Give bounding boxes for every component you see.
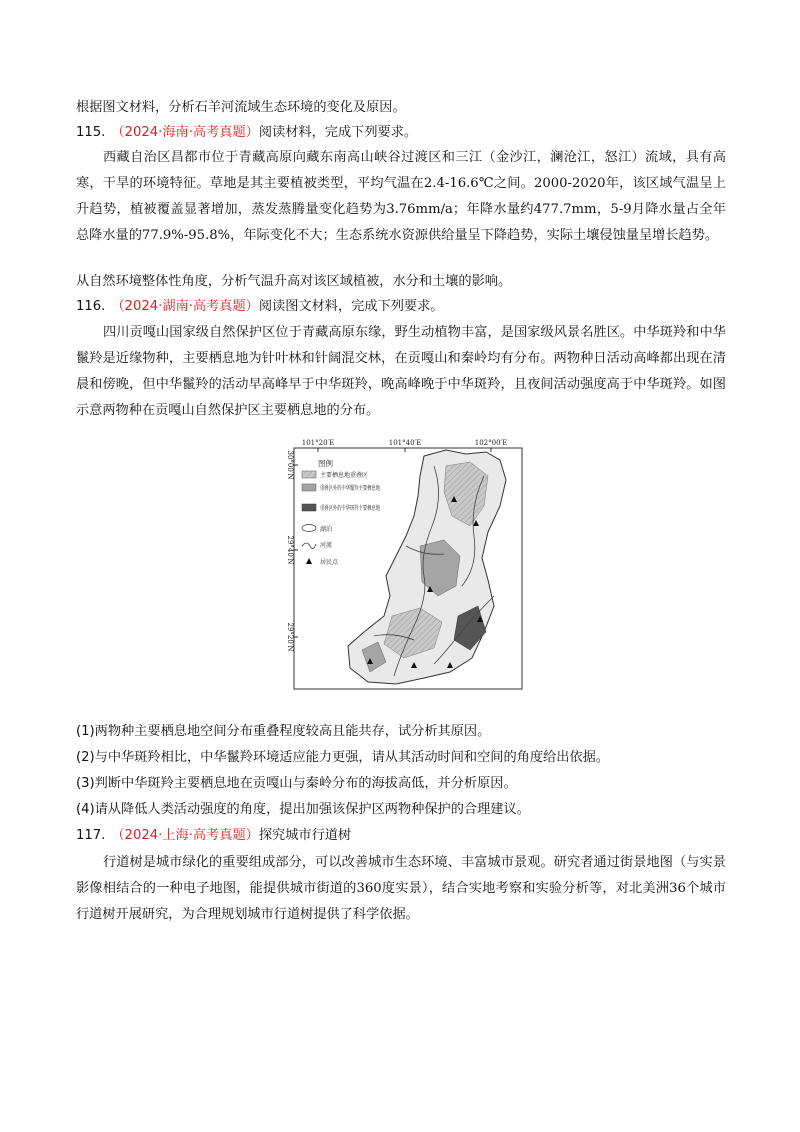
q117-number: 117.	[76, 828, 106, 843]
lat-label-3: 29°20′N	[286, 622, 294, 652]
q116-instruction: 阅读图文材料，完成下列要求。	[258, 299, 444, 314]
lat-label-1: 30°00′N	[286, 450, 294, 480]
lat-label-2: 29°40′N	[286, 535, 294, 565]
legend-title: 图例	[318, 459, 333, 468]
q116-source: （2024·湖南·高考真题）	[111, 299, 259, 314]
q115-header	[76, 124, 417, 142]
q115-source: （2024·海南·高考真题）	[111, 125, 259, 140]
lon-label-3: 102°00′E	[474, 439, 508, 447]
q115-passage-text: 西藏自治区昌都市位于青藏高原向藏东南高山峡谷过渡区和三江（金沙江，澜沧江，怒江）流域，具有高寒，干旱的环境特征。草地是其主要植被类型，平均气温在2.4-16.6℃之间。2000-2020年，该区域气温呈上升趋势，植被覆盖显著增加，蒸发蒸腾量变化趋势为3.76mm/a；年降水量约477.7mm，5-9月降水量占全年总降水量的77.9%-95.8%，年际变化不大；生态系统水资源供给量呈下降趋势，实际土壤侵蚀量呈增长趋势。	[76, 150, 726, 243]
habitat-map-svg	[274, 436, 527, 694]
lon-label-2: 101°40′E	[388, 439, 422, 447]
q116-subquestion-4: (4)请从降低人类活动强度的角度，提出加强该保护区两物种保护的合理建议。	[76, 802, 530, 817]
q116-passage-text: 四川贡嘎山国家级自然保护区位于青藏高原东缘，野生动植物丰富，是国家级风景名胜区。中华斑羚和中华鬣羚是近缘物种，主要栖息地为针叶林和针阔混交林，在贡嘎山和秦岭均有分布。两物种日活动高峰都出现在清晨和傍晚，但中华鬣羚的活动早高峰早于中华斑羚，晚高峰晚于中华斑羚，且夜间活动强度高于中华斑羚。如图示意两物种在贡嘎山自然保护区主要栖息地的分布。	[76, 325, 726, 418]
q115-passage	[76, 145, 726, 249]
legend-label-lake: 湖泊	[320, 526, 333, 533]
legend-swatch-lake	[302, 525, 316, 532]
q115-number: 115.	[76, 125, 106, 140]
habitat-map-figure	[274, 436, 527, 694]
lon-label-1: 101°20′E	[301, 439, 335, 447]
q116-number: 116.	[76, 299, 106, 314]
q116-passage	[76, 320, 726, 424]
legend-label-overlap: 主要栖息地重叠区	[320, 472, 369, 479]
q117-instruction: 探究城市行道树	[258, 828, 352, 843]
legend-label-river: 河流	[320, 542, 333, 549]
legend-label-settlement: 居民点	[320, 559, 339, 566]
q115-question: 从自然环境整体性角度，分析气温升高对该区域植被，水分和土壤的影响。	[76, 274, 512, 289]
q116-subquestion-3: (3)判断中华斑羚主要栖息地在贡嘎山与秦岭分布的海拔高低，并分析原因。	[76, 776, 517, 791]
legend-swatch-overlap	[302, 471, 316, 478]
q117-source: （2024·上海·高考真题）	[111, 828, 259, 843]
legend-label-serow: 重叠区外的中华鬣羚主要栖息地	[320, 485, 405, 492]
legend-swatch-goral	[302, 504, 316, 511]
q115-instruction: 阅读材料，完成下列要求。	[258, 125, 418, 140]
q117-header	[76, 827, 351, 845]
q117-passage-text: 行道树是城市绿化的重要组成部分，可以改善城市生态环境、丰富城市景观。研究者通过街景地图（与实景影像相结合的一种电子地图，能提供城市街道的360度实景），结合实地考察和实验分析等，对北美洲36个城市行道树开展研究，为合理规划城市行道树提供了科学依据。	[76, 855, 726, 922]
q116-header	[76, 298, 443, 316]
legend-swatch-serow	[302, 484, 316, 491]
legend-label-goral: 重叠区外的中华斑羚主要栖息地	[320, 505, 405, 512]
intro-text: 根据图文材料，分析石羊河流域生态环境的变化及原因。	[76, 100, 406, 115]
q116-subquestion-1: (1)两物种主要栖息地空间分布重叠程度较高且能共存，试分析其原因。	[76, 724, 491, 739]
q117-passage	[76, 850, 726, 928]
q116-subquestion-2: (2)与中华斑羚相比，中华鬣羚环境适应能力更强，请从其活动时间和空间的角度给出依据。	[76, 750, 609, 765]
